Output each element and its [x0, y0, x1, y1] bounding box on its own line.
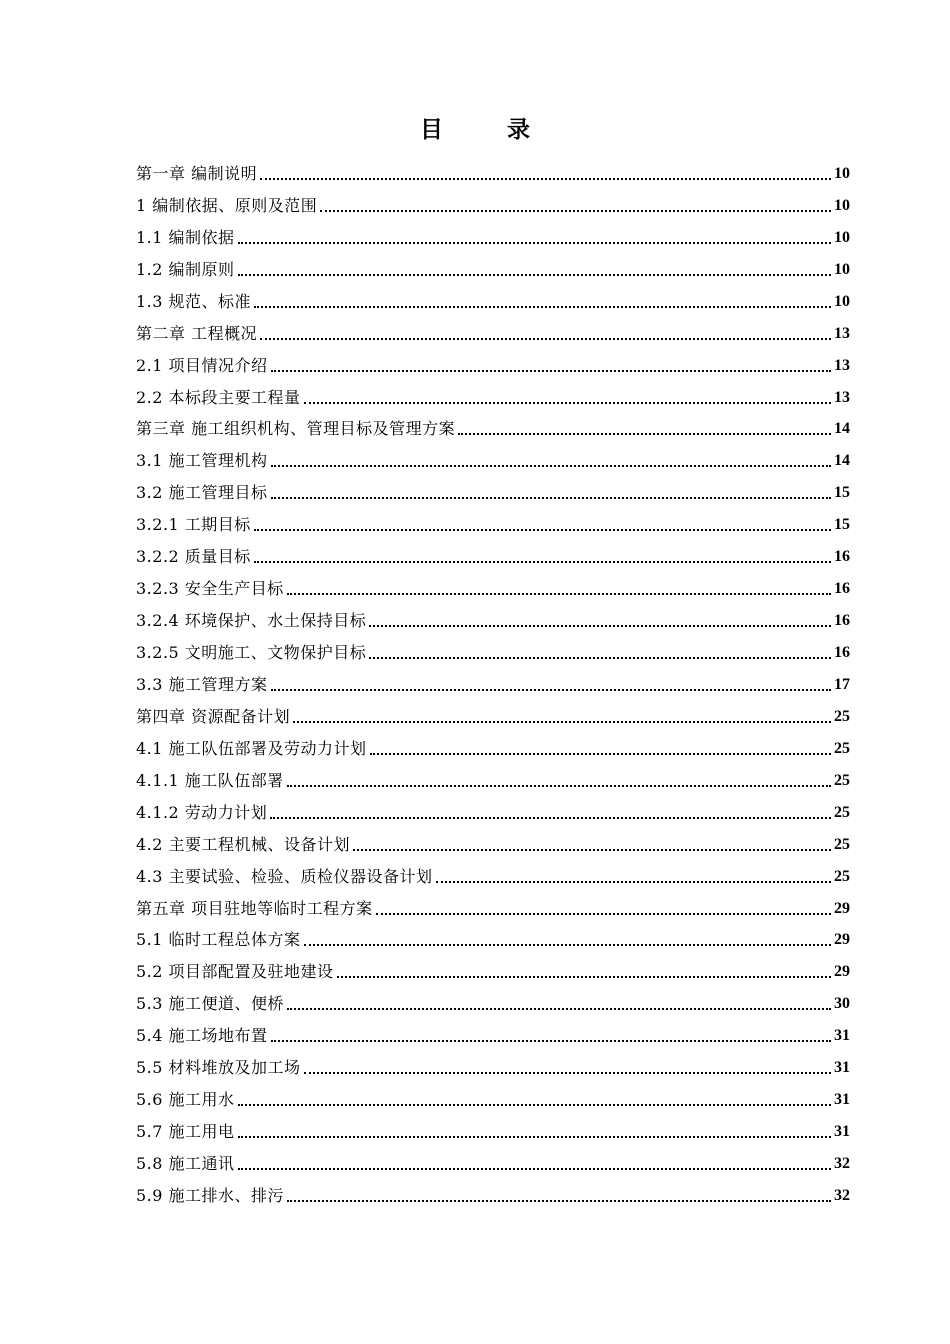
- toc-entry-page-number: 15: [834, 484, 850, 502]
- toc-dot-leader: [238, 274, 831, 276]
- toc-entry[interactable]: [136, 919, 850, 951]
- toc-entry[interactable]: [136, 855, 850, 887]
- toc-entry-page-number: 13: [834, 324, 850, 342]
- toc-entry-label: 第三章 施工组织机构、管理目标及管理方案: [136, 419, 456, 439]
- toc-dot-leader: [370, 753, 831, 755]
- toc-entry-label: 3.2.5 文明施工、文物保护目标: [136, 643, 367, 662]
- toc-entry-label: 1.2 编制原则: [136, 259, 235, 279]
- toc-dot-leader: [369, 625, 831, 627]
- toc-entry[interactable]: [136, 1014, 850, 1046]
- toc-entry-page-number: 29: [834, 931, 850, 949]
- toc-entry-page-number: 30: [834, 995, 850, 1013]
- toc-entry-page-number: 25: [834, 835, 850, 853]
- toc-entry[interactable]: [136, 184, 850, 216]
- toc-entry-label: 3.2.3 安全生产目标: [136, 579, 284, 599]
- toc-entry-label: 4.1.2 劳动力计划: [136, 802, 268, 822]
- toc-dot-leader: [254, 561, 831, 563]
- toc-dot-leader: [254, 306, 831, 308]
- toc-dot-leader: [369, 657, 831, 659]
- toc-entry-label: 5.2 项目部配置及驻地建设: [136, 962, 334, 982]
- toc-entry[interactable]: [136, 759, 850, 791]
- toc-dot-leader: [287, 593, 831, 595]
- toc-entry[interactable]: [136, 439, 850, 471]
- toc-entry[interactable]: [136, 280, 850, 312]
- toc-entry-label: 4.1 施工队伍部署及劳动力计划: [136, 738, 367, 758]
- toc-dot-leader: [238, 1136, 831, 1138]
- toc-entry-page-number: 15: [834, 516, 850, 534]
- toc-entry-page-number: 16: [834, 548, 850, 566]
- toc-entry-page-number: 13: [834, 388, 850, 406]
- toc-entry-label: 5.3 施工便道、便桥: [136, 994, 285, 1014]
- toc-entry-label: 4.3 主要试验、检验、质检仪器设备计划: [136, 866, 433, 886]
- toc-entry-page-number: 29: [834, 963, 850, 981]
- toc-entry-page-number: 10: [834, 164, 850, 182]
- toc-entry-page-number: 31: [834, 1059, 850, 1077]
- toc-entry-page-number: 10: [834, 292, 850, 310]
- toc-entry-label: 第二章 工程概况: [136, 323, 258, 343]
- toc-entry[interactable]: [136, 1078, 850, 1110]
- toc-entry[interactable]: [136, 376, 850, 408]
- toc-entry-page-number: 14: [834, 420, 850, 438]
- toc-entry-page-number: 16: [834, 612, 850, 630]
- toc-entry[interactable]: [136, 471, 850, 503]
- toc-entry[interactable]: [136, 887, 850, 919]
- toc-entry-label: 3.2 施工管理目标: [136, 483, 268, 503]
- toc-entry-page-number: 25: [834, 803, 850, 821]
- toc-dot-leader: [304, 402, 831, 404]
- toc-dot-leader: [287, 1008, 831, 1010]
- toc-entry-label: 5.5 材料堆放及加工场: [136, 1058, 301, 1078]
- toc-entry[interactable]: [136, 535, 850, 567]
- toc-dot-leader: [271, 497, 831, 499]
- toc-dot-leader: [376, 913, 831, 915]
- toc-dot-leader: [260, 338, 831, 340]
- toc-entry-page-number: 25: [834, 771, 850, 789]
- toc-entry-page-number: 31: [834, 1027, 850, 1045]
- toc-entry[interactable]: [136, 344, 850, 376]
- toc-entry-label: 5.1 临时工程总体方案: [136, 930, 301, 950]
- toc-dot-leader: [238, 242, 831, 244]
- toc-entry[interactable]: [136, 631, 850, 663]
- toc-entry-page-number: 29: [834, 899, 850, 917]
- toc-entry-label: 第五章 项目驻地等临时工程方案: [136, 898, 373, 918]
- toc-entry[interactable]: [136, 823, 850, 855]
- toc-entry[interactable]: [136, 695, 850, 727]
- toc-entry-label: 3.3 施工管理方案: [136, 674, 268, 694]
- toc-dot-leader: [238, 1168, 831, 1170]
- toc-dot-leader: [337, 976, 831, 978]
- toc-entry-label: 5.6 施工用水: [136, 1090, 235, 1110]
- toc-dot-leader: [293, 721, 831, 723]
- toc-dot-leader: [287, 1200, 831, 1202]
- toc-entry[interactable]: [136, 248, 850, 280]
- toc-entry-page-number: 17: [834, 675, 850, 693]
- toc-dot-leader: [320, 210, 831, 212]
- toc-entry[interactable]: [136, 1110, 850, 1142]
- toc-entry-label: 2.2 本标段主要工程量: [136, 387, 301, 407]
- toc-entry-page-number: 14: [834, 452, 850, 470]
- toc-dot-leader: [271, 370, 831, 372]
- toc-entry-label: 5.9 施工排水、排污: [136, 1185, 285, 1205]
- toc-title: 目 录: [419, 116, 558, 143]
- toc-entry-label: 3.2.2 质量目标: [136, 547, 251, 567]
- toc-dot-leader: [271, 465, 831, 467]
- toc-entry[interactable]: [136, 567, 850, 599]
- toc-entry[interactable]: [136, 152, 850, 184]
- toc-entry[interactable]: [136, 408, 850, 440]
- toc-entry-page-number: 25: [834, 707, 850, 725]
- toc-entry[interactable]: [136, 503, 850, 535]
- toc-dot-leader: [287, 785, 831, 787]
- toc-dot-leader: [304, 944, 831, 946]
- toc-entry-label: 5.8 施工通讯: [136, 1154, 235, 1173]
- toc-entry[interactable]: [136, 1142, 850, 1174]
- toc-entry-label: 3.2.4 环境保护、水土保持目标: [136, 611, 367, 631]
- toc-entry[interactable]: [136, 791, 850, 823]
- toc-entry-page-number: 10: [834, 196, 850, 214]
- toc-entry-label: 1.1 编制依据: [136, 227, 235, 247]
- toc-entry-page-number: 32: [834, 1155, 850, 1172]
- toc-entry[interactable]: [136, 216, 850, 248]
- toc-entry-page-number: 31: [834, 1091, 850, 1109]
- toc-dot-leader: [458, 433, 831, 435]
- toc-dot-leader: [270, 817, 831, 819]
- toc-entry-label: 1.3 规范、标准: [136, 291, 252, 311]
- toc-entry-page-number: 13: [834, 356, 850, 374]
- toc-entry-label: 第四章 资源配备计划: [136, 706, 291, 726]
- toc-entry-label: 2.1 项目情况介绍: [136, 355, 268, 375]
- toc-entry-label: 第一章 编制说明: [136, 163, 258, 183]
- toc-entry[interactable]: [136, 950, 850, 982]
- toc-entry-page-number: 10: [834, 228, 850, 246]
- toc-entry[interactable]: [136, 312, 850, 344]
- toc-dot-leader: [436, 881, 831, 883]
- toc-entry[interactable]: [136, 982, 850, 1014]
- toc-dot-leader: [271, 689, 831, 691]
- toc-dot-leader: [353, 849, 831, 851]
- toc-entry[interactable]: [136, 1174, 850, 1206]
- toc-entry-page-number: 25: [834, 867, 850, 885]
- toc-list: [136, 152, 850, 1206]
- toc-entry-label: 5.4 施工场地布置: [136, 1026, 268, 1046]
- toc-entry[interactable]: [136, 663, 850, 695]
- toc-entry-label: 5.7 施工用电: [136, 1122, 235, 1142]
- toc-entry-label: 4.2 主要工程机械、设备计划: [136, 834, 351, 854]
- toc-dot-leader: [254, 529, 831, 531]
- toc-dot-leader: [260, 178, 831, 180]
- toc-entry-page-number: 25: [834, 739, 850, 757]
- toc-entry[interactable]: [136, 727, 850, 759]
- toc-entry-page-number: 16: [834, 580, 850, 598]
- toc-dot-leader: [238, 1104, 831, 1106]
- toc-entry-page-number: 32: [834, 1186, 850, 1204]
- toc-entry-label: 3.1 施工管理机构: [136, 451, 268, 471]
- toc-entry-page-number: 31: [834, 1123, 850, 1141]
- toc-entry[interactable]: [136, 1046, 850, 1078]
- toc-entry-label: 4.1.1 施工队伍部署: [136, 770, 284, 790]
- toc-entry-label: 1 编制依据、原则及范围: [136, 195, 318, 215]
- toc-dot-leader: [271, 1040, 831, 1042]
- toc-entry-page-number: 10: [834, 260, 850, 278]
- toc-entry[interactable]: [136, 599, 850, 631]
- toc-entry-label: 3.2.1 工期目标: [136, 515, 251, 535]
- toc-entry-page-number: 16: [834, 644, 850, 661]
- toc-dot-leader: [304, 1072, 831, 1074]
